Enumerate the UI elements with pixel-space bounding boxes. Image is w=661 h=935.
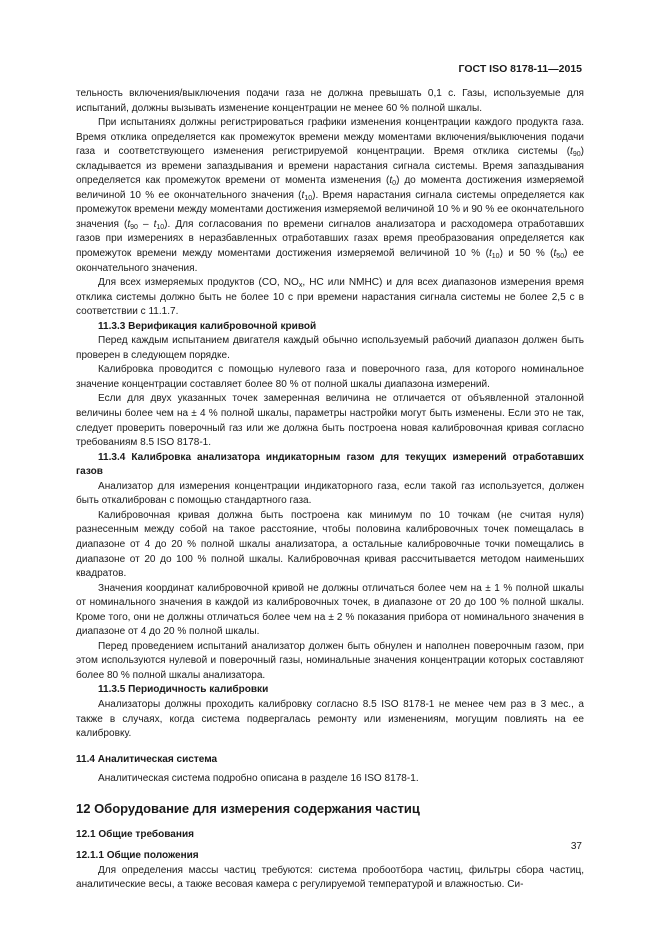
paragraph: Перед проведением испытаний анализатор должен быть обнулен и наполнен поверочным газом, при этом используются нулевой и поверочный газы, номинальные значения концентрации которых составляют более 80 % полной шкалы анализатора. bbox=[76, 640, 584, 681]
section-heading-12-1-1: 12.1.1 Общие положения bbox=[76, 850, 199, 862]
paragraph: Анализатор для измерения концентрации индикаторного газа, если такой газ используется, должен быть откалиброван с помощью стандартного газа. bbox=[76, 480, 584, 507]
section-heading-11-3-4: 11.3.4 Калибровка анализатора индикаторным газом для текущих измерений отработавших газов bbox=[76, 451, 584, 478]
paragraph: Значения координат калибровочной кривой не должны отличаться более чем на ± 1 % полной шкалы от номинального значения в каждой из калибровочных точек, в диапазоне от 20 до 100 % полной шкалы. Кроме того, они не должны отличаться более чем на ± 2 % показания прибора от номинального значения в диапазоне от 4 до 20 % полной шкалы. bbox=[76, 582, 584, 638]
section-heading-11-4: 11.4 Аналитическая система bbox=[76, 753, 218, 765]
paragraph: Если для двух указанных точек замеренная величина не отличается от объявленной эталонной величины более чем на ± 4 % полной шкалы, параметры настройки могут быть изменены. Если это не так, следует проверить поверочный газ или же должна быть построена новая калибровочная кривая согласно требованиям 8.5 ISO 8178-1. bbox=[76, 393, 584, 449]
section-heading-12-1: 12.1 Общие требования bbox=[76, 828, 194, 840]
paragraph-measured-products: Для всех измеряемых продуктов (CO, $NO_x$, HC или NMHC) и для всех диапазонов измерения время отклика системы должно быть не более 10 с при времени нарастания сигнала системы не более 2,5 с в соответствии с 11.1.7. bbox=[76, 277, 584, 318]
paragraph: Перед каждым испытанием двигателя каждый обычно используемый рабочий диапазон должен быть проверен в следующем порядке. bbox=[76, 335, 584, 361]
paragraph: тельность включения/выключения подачи газа не должна превышать 0,1 с. Газы, используемые для испытаний, должны вызывать изменение концентрации не менее 60 % полной шкалы. bbox=[76, 88, 584, 114]
document-body bbox=[76, 87, 584, 893]
section-heading-11-3-3: 11.3.3 Верификация калибровочной кривой bbox=[98, 320, 317, 332]
paragraph: Калибровка проводится с помощью нулевого газа и поверочного газа, для которого номинальное значение концентрации составляет более 80 % от полной шкалы диапазона измерений. bbox=[76, 364, 584, 390]
paragraph: Аналитическая система подробно описана в разделе 16 ISO 8178-1. bbox=[98, 773, 419, 785]
section-heading-11-3-5: 11.3.5 Периодичность калибровки bbox=[98, 684, 269, 696]
document-header: ГОСТ ISO 8178-11—2015 bbox=[458, 63, 582, 75]
paragraph: Для определения массы частиц требуются: система пробоотбора частиц, фильтры сбора частиц, аналитические весы, а также весовая камера с регулируемой температурой и влажностью. Си- bbox=[76, 864, 584, 891]
paragraph: Калибровочная кривая должна быть построена как минимум по 10 точкам (не считая нуля) разнесенным между собой на такое расстояние, чтобы половина калибровочных точек помещалась в диапазоне от 4 до 20 % полной шкалы анализатора, а остальные калибровочные точки помещались в диапазоне от 20 до 100 % полной шкалы. Калибровочная кривая рассчитывается методом наименьших квадратов. bbox=[76, 509, 584, 580]
chapter-heading-12: 12 Оборудование для измерения содержания частиц bbox=[76, 800, 420, 816]
paragraph: Анализаторы должны проходить калибровку согласно 8.5 ISO 8178-1 не менее чем раз в 3 мес., а также в случаях, когда система подвергалась ремонту или изменениям, могущим повлиять на ее калибровку. bbox=[76, 698, 584, 740]
page-number: 37 bbox=[570, 841, 582, 852]
paragraph-response-time: При испытаниях должны регистрироваться графики изменения концентрации каждого продукта газа. Время отклика определяется как промежуток времени между моментами включения/выключения подачи газа и соответствующего изменения регистрируемой концентрации. Время отклика системы $(t_{90})$ складывается из времени запаздывания и времени нарастания сигнала системы. Время запаздывания определяется как промежуток времени от момента изменения $(t_0)$ до момента достижения измеряемой величиной 10 % ее окончательного значения $(t_{10})$. Время нарастания сигнала системы определяется как промежуток времени между моментами достижения измеряемой величиной 10 % и 90 % ее окончательного значения $(t_{90} - t_{10})$. Для согласования по времени сигналов анализатора и расходомера отработавших газов при измерениях в неразбавленных отработавших газах время преобразования определяется как промежуток времени между моментами достижения измеряемой величиной 10 % $(t_{10})$ и 50 % $(t_{50})$ ее окончательного значения. bbox=[76, 117, 584, 274]
